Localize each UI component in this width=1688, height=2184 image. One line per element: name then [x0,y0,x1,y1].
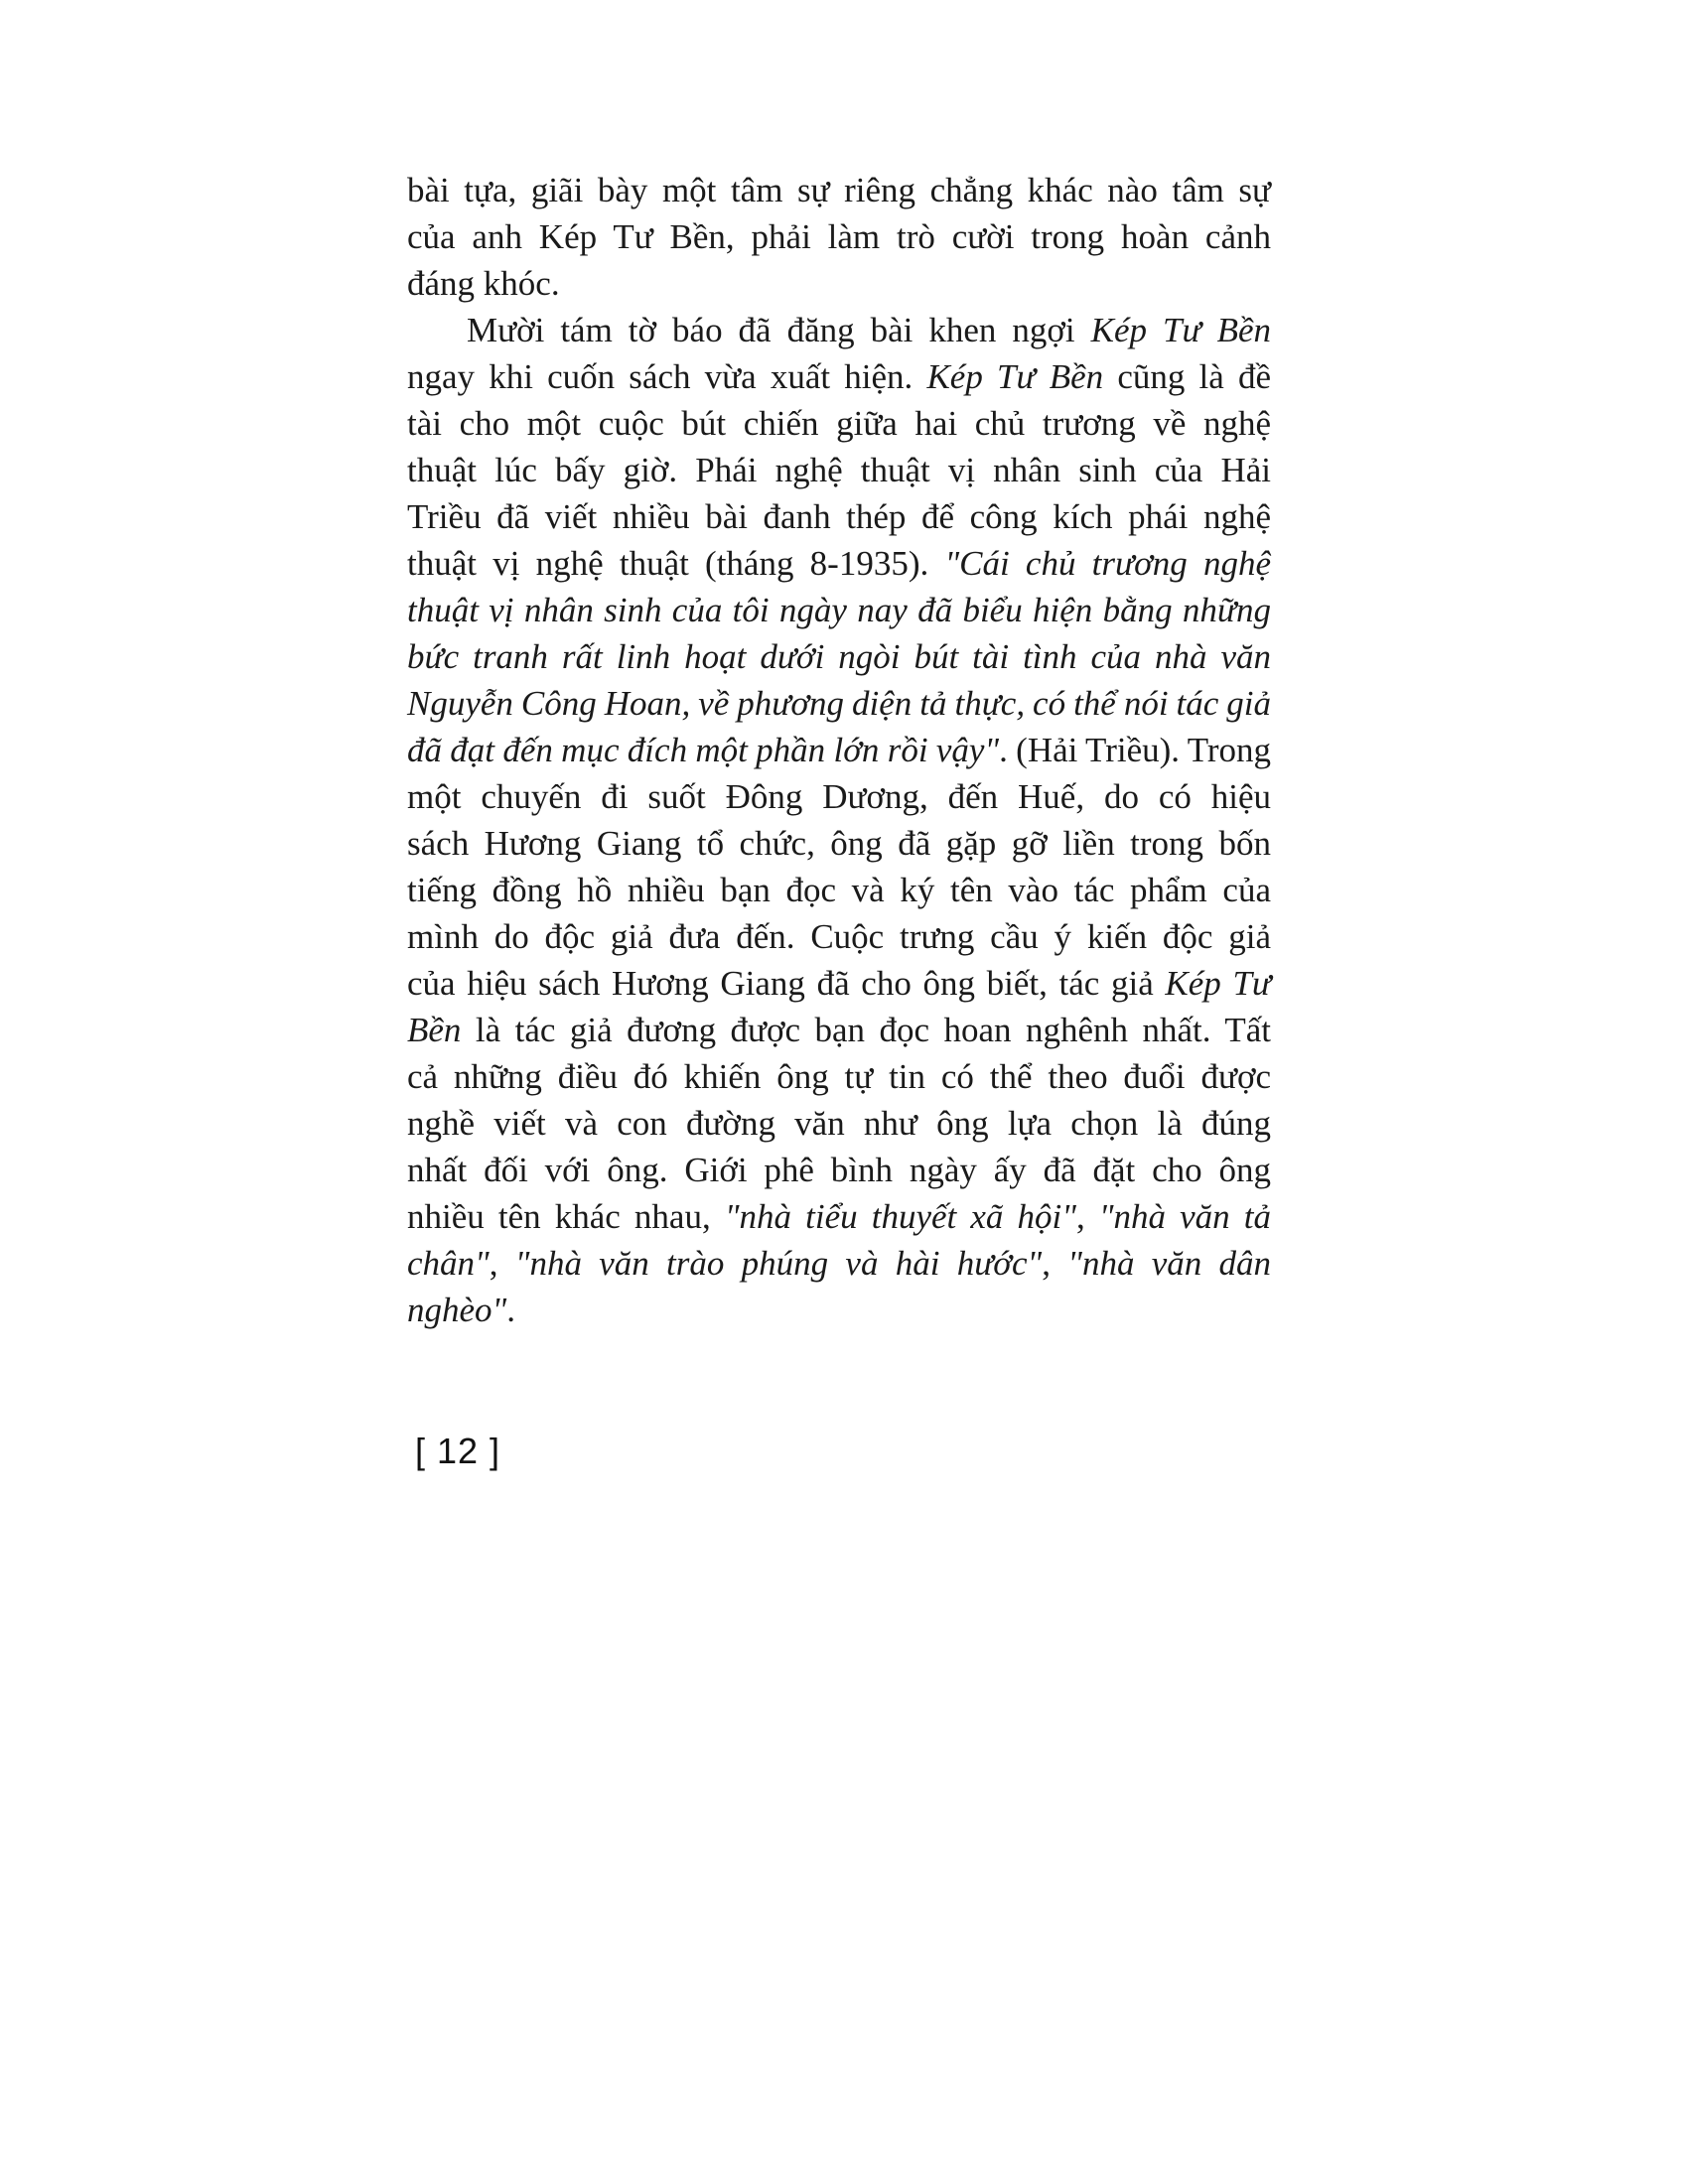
text-line-content: thuật vị nghệ thuật (tháng 8-1935). "Cái chủ trương nghệ [407,544,1272,583]
text-line [407,587,1271,633]
page-number: [ 12 ] [415,1431,501,1471]
text-line-content: thuật vị nhân sinh của tôi ngày nay đã biểu hiện bằng những [407,591,1271,629]
text-line [407,1147,1271,1193]
text-line [407,727,1271,773]
text-line [407,1100,1271,1147]
text-line [407,1193,1271,1240]
text-line [407,913,1271,960]
text-line-content: đáng khóc. [407,264,560,303]
text-line [407,820,1271,867]
text-line-content: cả những điều đó khiến ông tự tin có thể theo đuổi được [407,1057,1271,1096]
text-line-content: thuật lúc bấy giờ. Phái nghệ thuật vị nhân sinh của Hải [407,451,1271,489]
text-line [407,867,1271,913]
text-line [407,353,1271,400]
text-line [407,307,1271,353]
text-line [407,633,1271,680]
text-line [407,960,1271,1007]
text-line-content: nghề viết và con đường văn như ông lựa chọn là đúng [407,1104,1271,1143]
text-line-content: Mười tám tờ báo đã đăng bài khen ngợi Kép Tư Bền [467,311,1271,349]
text-block [407,167,1271,1333]
text-line-content: nhất đối với ông. Giới phê bình ngày ấy đã đặt cho ông [407,1151,1271,1189]
text-line [407,1240,1271,1287]
text-line [407,1007,1271,1053]
text-line-content: sách Hương Giang tổ chức, ông đã gặp gỡ liền trong bốn [407,824,1271,863]
text-line [407,773,1271,820]
text-line [407,213,1271,260]
text-line-content: của anh Kép Tư Bền, phải làm trò cười trong hoàn cảnh [407,217,1271,256]
text-line-content: bức tranh rất linh hoạt dưới ngòi bút tài tình của nhà văn [407,637,1271,676]
text-line-content: Bền là tác giả đương được bạn đọc hoan nghênh nhất. Tất [407,1011,1271,1049]
text-line [407,167,1271,213]
text-line-content: tài cho một cuộc bút chiến giữa hai chủ trương về nghệ [407,404,1271,443]
text-line [407,1053,1271,1100]
text-line-content: mình do độc giả đưa đến. Cuộc trưng cầu ý kiến độc giả [407,917,1271,956]
text-line [407,260,1271,307]
text-line-content: nghèo". [407,1291,515,1329]
text-line-content: chân", "nhà văn trào phúng và hài hước", "nhà văn dân [407,1244,1272,1283]
text-line-content: tiếng đồng hồ nhiều bạn đọc và ký tên vào tác phẩm của [407,871,1271,909]
text-line-content: đã đạt đến mục đích một phần lớn rồi vậy". (Hải Triều). Trong [407,731,1271,769]
text-line [407,1287,1271,1333]
text-line-content: của hiệu sách Hương Giang đã cho ông biết, tác giả Kép Tư [407,964,1271,1003]
text-line-content: bài tựa, giãi bày một tâm sự riêng chẳng khác nào tâm sự [407,171,1271,209]
text-line [407,680,1271,727]
text-line-content: ngay khi cuốn sách vừa xuất hiện. Kép Tư Bền cũng là đề [407,357,1271,396]
text-line [407,400,1271,447]
text-line [407,493,1271,540]
text-line-content: Triều đã viết nhiều bài đanh thép để công kích phái nghệ [407,497,1271,536]
text-line-content: Nguyễn Công Hoan, về phương diện tả thực, có thể nói tác giả [407,684,1271,723]
text-line-content: nhiều tên khác nhau, "nhà tiểu thuyết xã hội", "nhà văn tả [407,1197,1271,1236]
text-line [407,540,1271,587]
text-line [407,447,1271,493]
text-line-content: một chuyến đi suốt Đông Dương, đến Huế, do có hiệu [407,777,1271,816]
